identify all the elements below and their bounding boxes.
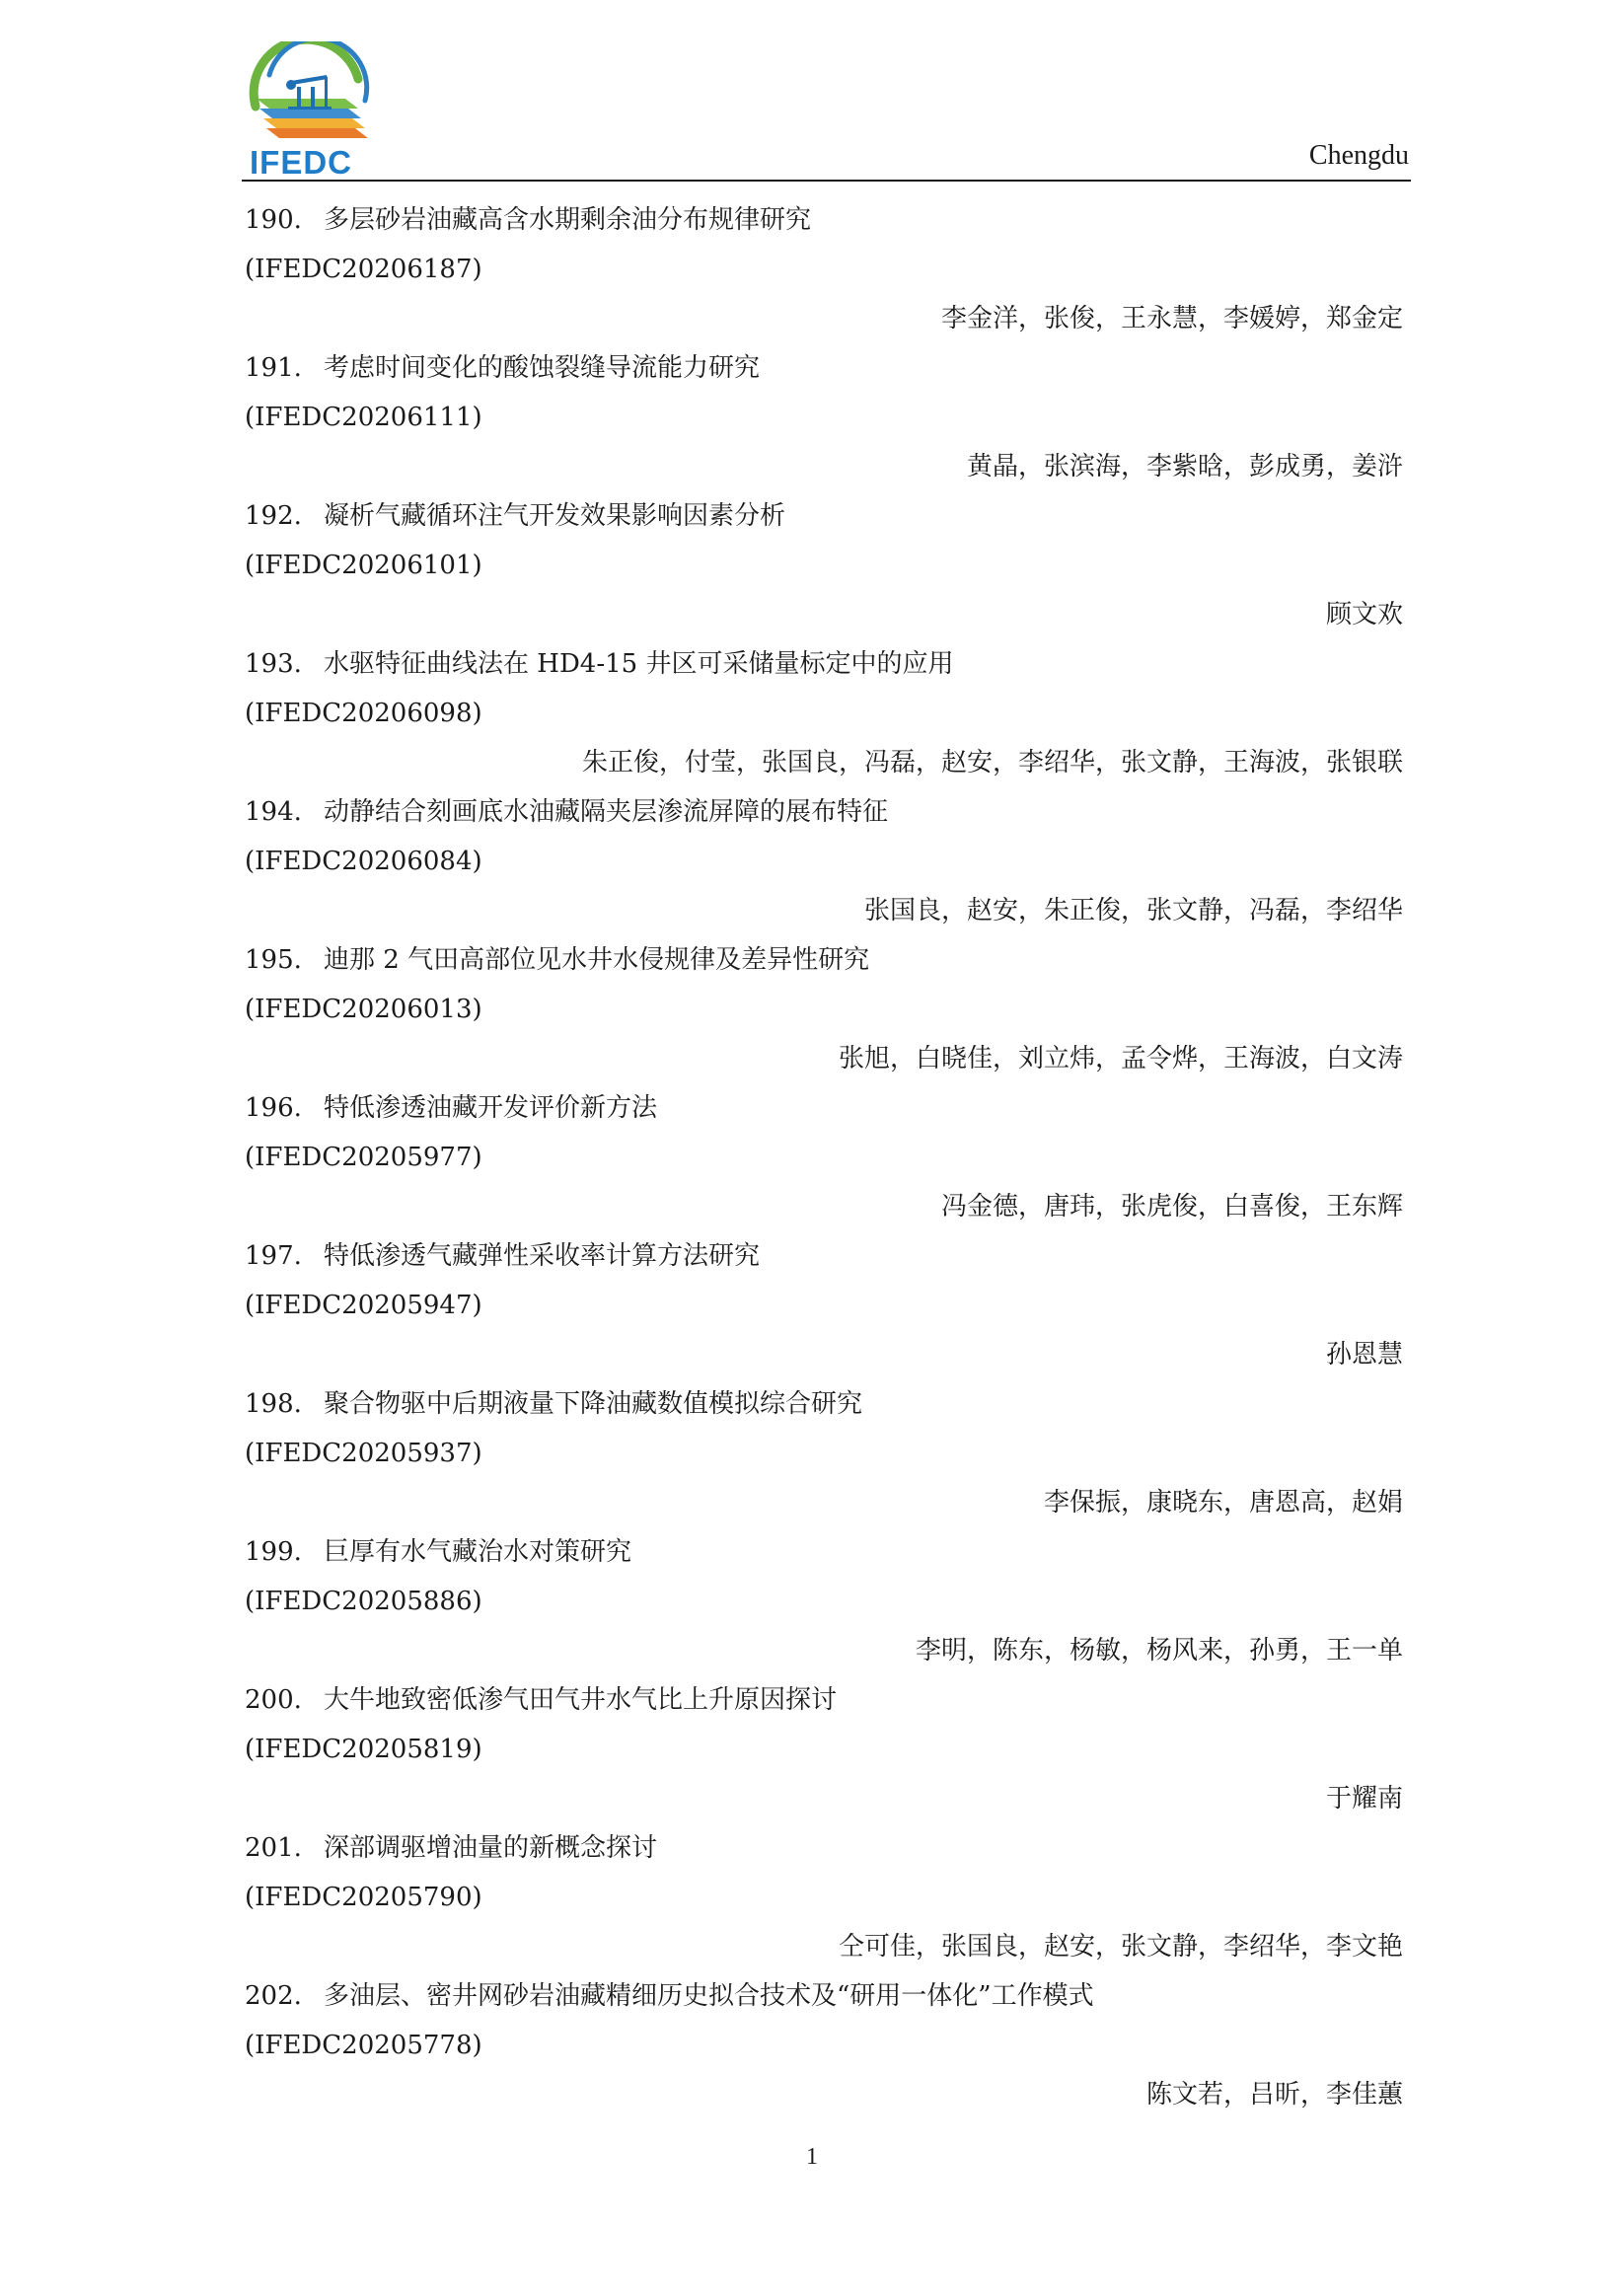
paper-code: (IFEDC20205886) <box>245 1587 482 1616</box>
paper-title <box>245 1083 1409 1133</box>
paper-code: (IFEDC20205977) <box>245 1143 482 1172</box>
paper-number: 202. <box>245 1981 302 2011</box>
paper-title-text: 特低渗透油藏开发评价新方法 <box>324 1093 658 1123</box>
paper-title-text: 多层砂岩油藏高含水期剩余油分布规律研究 <box>324 205 812 235</box>
paper-title <box>245 1379 1409 1429</box>
paper-authors: 陈文若，吕昕，李佳蕙 <box>1145 2080 1403 2110</box>
paper-number: 190. <box>245 205 302 235</box>
paper-code: (IFEDC20205778) <box>245 2031 482 2060</box>
paper-title-text: 巨厚有水气藏治水对策研究 <box>324 1537 632 1567</box>
paper-title <box>245 787 1409 837</box>
page-header <box>242 41 1411 185</box>
paper-entry-198 <box>245 1379 1409 1527</box>
paper-title <box>245 1231 1409 1281</box>
paper-authors: 冯金德，唐玮，张虎俊，白喜俊，王东辉 <box>940 1192 1403 1222</box>
paper-title-text: 多油层、密井网砂岩油藏精细历史拟合技术及“研用一体化”工作模式 <box>324 1981 1094 2011</box>
paper-title-text: 特低渗透气藏弹性采收率计算方法研究 <box>324 1241 761 1271</box>
paper-number: 198. <box>245 1389 302 1419</box>
paper-entry-202 <box>245 1971 1409 2119</box>
paper-title <box>245 343 1409 393</box>
paper-number: 196. <box>245 1093 302 1123</box>
paper-number: 199. <box>245 1537 302 1567</box>
paper-title <box>245 491 1409 541</box>
paper-authors: 李金洋，张俊，王永慧，李媛婷，郑金定 <box>940 304 1403 333</box>
paper-code: (IFEDC20205790) <box>245 1883 482 1912</box>
paper-code: (IFEDC20205819) <box>245 1735 482 1764</box>
paper-title <box>245 1971 1409 2021</box>
paper-entry-201 <box>245 1823 1409 1971</box>
paper-title-text: 凝析气藏循环注气开发效果影响因素分析 <box>324 501 786 531</box>
paper-entry-197 <box>245 1231 1409 1379</box>
paper-code: (IFEDC20206187) <box>245 255 482 284</box>
paper-authors: 朱正俊，付莹，张国良，冯磊，赵安，李绍华，张文静，王海波，张银联 <box>581 748 1403 778</box>
paper-title-text: 动静结合刻画底水油藏隔夹层渗流屏障的展布特征 <box>324 797 889 827</box>
paper-code: (IFEDC20206084) <box>245 847 482 876</box>
paper-authors: 仝可佳，张国良，赵安，张文静，李绍华，李文艳 <box>838 1932 1403 1962</box>
paper-authors: 张旭，白晓佳，刘立炜，孟令烨，王海波，白文涛 <box>838 1044 1403 1074</box>
paper-title <box>245 195 1409 245</box>
paper-authors: 顾文欢 <box>1325 600 1403 630</box>
paper-title-text: 考虑时间变化的酸蚀裂缝导流能力研究 <box>324 353 761 383</box>
paper-authors: 张国良，赵安，朱正俊，张文静，冯磊，李绍华 <box>863 896 1403 926</box>
header-divider <box>242 180 1411 182</box>
paper-title <box>245 1675 1409 1725</box>
paper-title <box>245 639 1409 689</box>
paper-number: 193. <box>245 649 302 679</box>
paper-title-text: 迪那 2 气田高部位见水井水侵规律及差异性研究 <box>324 945 870 975</box>
ifedc-logo <box>242 41 390 185</box>
paper-title <box>245 1527 1409 1577</box>
paper-entry-190 <box>245 195 1409 343</box>
paper-authors: 李保振，康晓东，唐恩高，赵娟 <box>1043 1488 1403 1518</box>
paper-authors: 李明，陈东，杨敏，杨风来，孙勇，王一单 <box>915 1636 1403 1666</box>
paper-number: 200. <box>245 1685 302 1715</box>
paper-authors: 孙恩慧 <box>1325 1340 1403 1370</box>
header-city: Chengdu <box>1308 140 1409 171</box>
paper-entry-191 <box>245 343 1409 491</box>
paper-entry-199 <box>245 1527 1409 1675</box>
paper-number: 201. <box>245 1833 302 1863</box>
paper-code: (IFEDC20206013) <box>245 995 482 1024</box>
paper-entry-192 <box>245 491 1409 639</box>
paper-authors: 于耀南 <box>1325 1784 1403 1814</box>
paper-title <box>245 935 1409 985</box>
paper-entry-193 <box>245 639 1409 787</box>
paper-number: 197. <box>245 1241 302 1271</box>
paper-code: (IFEDC20205937) <box>245 1439 482 1468</box>
paper-number: 191. <box>245 353 302 383</box>
paper-entry-194 <box>245 787 1409 935</box>
paper-code: (IFEDC20206111) <box>245 403 482 432</box>
paper-list <box>245 195 1409 2119</box>
paper-number: 194. <box>245 797 302 827</box>
paper-entry-196 <box>245 1083 1409 1231</box>
logo-text: IFEDC <box>250 144 352 181</box>
paper-title-text: 聚合物驱中后期液量下降油藏数值模拟综合研究 <box>324 1389 863 1419</box>
paper-number: 192. <box>245 501 302 531</box>
paper-code: (IFEDC20205947) <box>245 1291 482 1320</box>
paper-title-text: 大牛地致密低渗气田气井水气比上升原因探讨 <box>324 1685 838 1715</box>
paper-code: (IFEDC20206101) <box>245 551 482 580</box>
paper-entry-195 <box>245 935 1409 1083</box>
oil-pump-logo-icon <box>242 41 390 150</box>
paper-title-text: 水驱特征曲线法在 HD4-15 井区可采储量标定中的应用 <box>324 649 954 679</box>
paper-entry-200 <box>245 1675 1409 1823</box>
paper-authors: 黄晶，张滨海，李紫晗，彭成勇，姜浒 <box>966 452 1403 481</box>
page-number: 1 <box>806 2144 818 2170</box>
paper-title-text: 深部调驱增油量的新概念探讨 <box>324 1833 658 1863</box>
paper-code: (IFEDC20206098) <box>245 699 482 728</box>
paper-number: 195. <box>245 945 302 975</box>
paper-title <box>245 1823 1409 1873</box>
